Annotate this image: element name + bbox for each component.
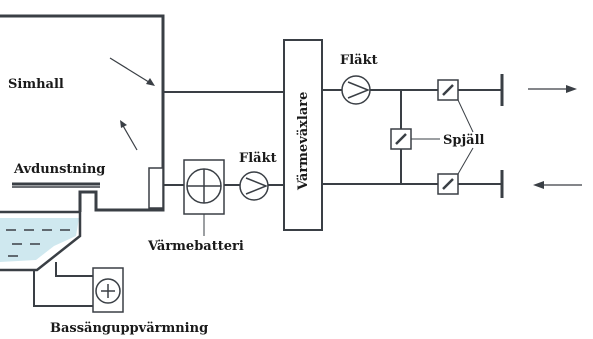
exhaust-arrow-icon bbox=[528, 85, 577, 93]
damper-bottom-icon bbox=[438, 174, 458, 194]
pool-heater bbox=[93, 268, 123, 312]
pool-heating-pipe-inner bbox=[56, 262, 93, 276]
label-varmevaxlare: Värmeväxlare bbox=[296, 91, 311, 190]
pool bbox=[0, 212, 80, 270]
label-varmebatteri: Värmebatteri bbox=[148, 239, 244, 254]
label-flakt-left: Fläkt bbox=[239, 151, 277, 166]
intake-arrow-icon bbox=[533, 181, 582, 189]
supply-inlet bbox=[149, 168, 163, 208]
air-flow-arrows bbox=[110, 58, 155, 150]
avdunstning-shelf bbox=[12, 184, 100, 187]
fan-left-icon bbox=[240, 172, 268, 200]
label-bassanguppvarmning: Bassänguppvärmning bbox=[50, 321, 209, 336]
label-avdunstning: Avdunstning bbox=[14, 162, 106, 177]
fan-right-icon bbox=[342, 76, 370, 104]
label-simhall: Simhall bbox=[8, 77, 64, 92]
label-spjall: Spjäll bbox=[443, 133, 485, 148]
damper-top-icon bbox=[438, 80, 458, 100]
heating-coil bbox=[184, 160, 224, 214]
label-flakt-right: Fläkt bbox=[340, 53, 378, 68]
damper-bypass-icon bbox=[391, 129, 411, 149]
